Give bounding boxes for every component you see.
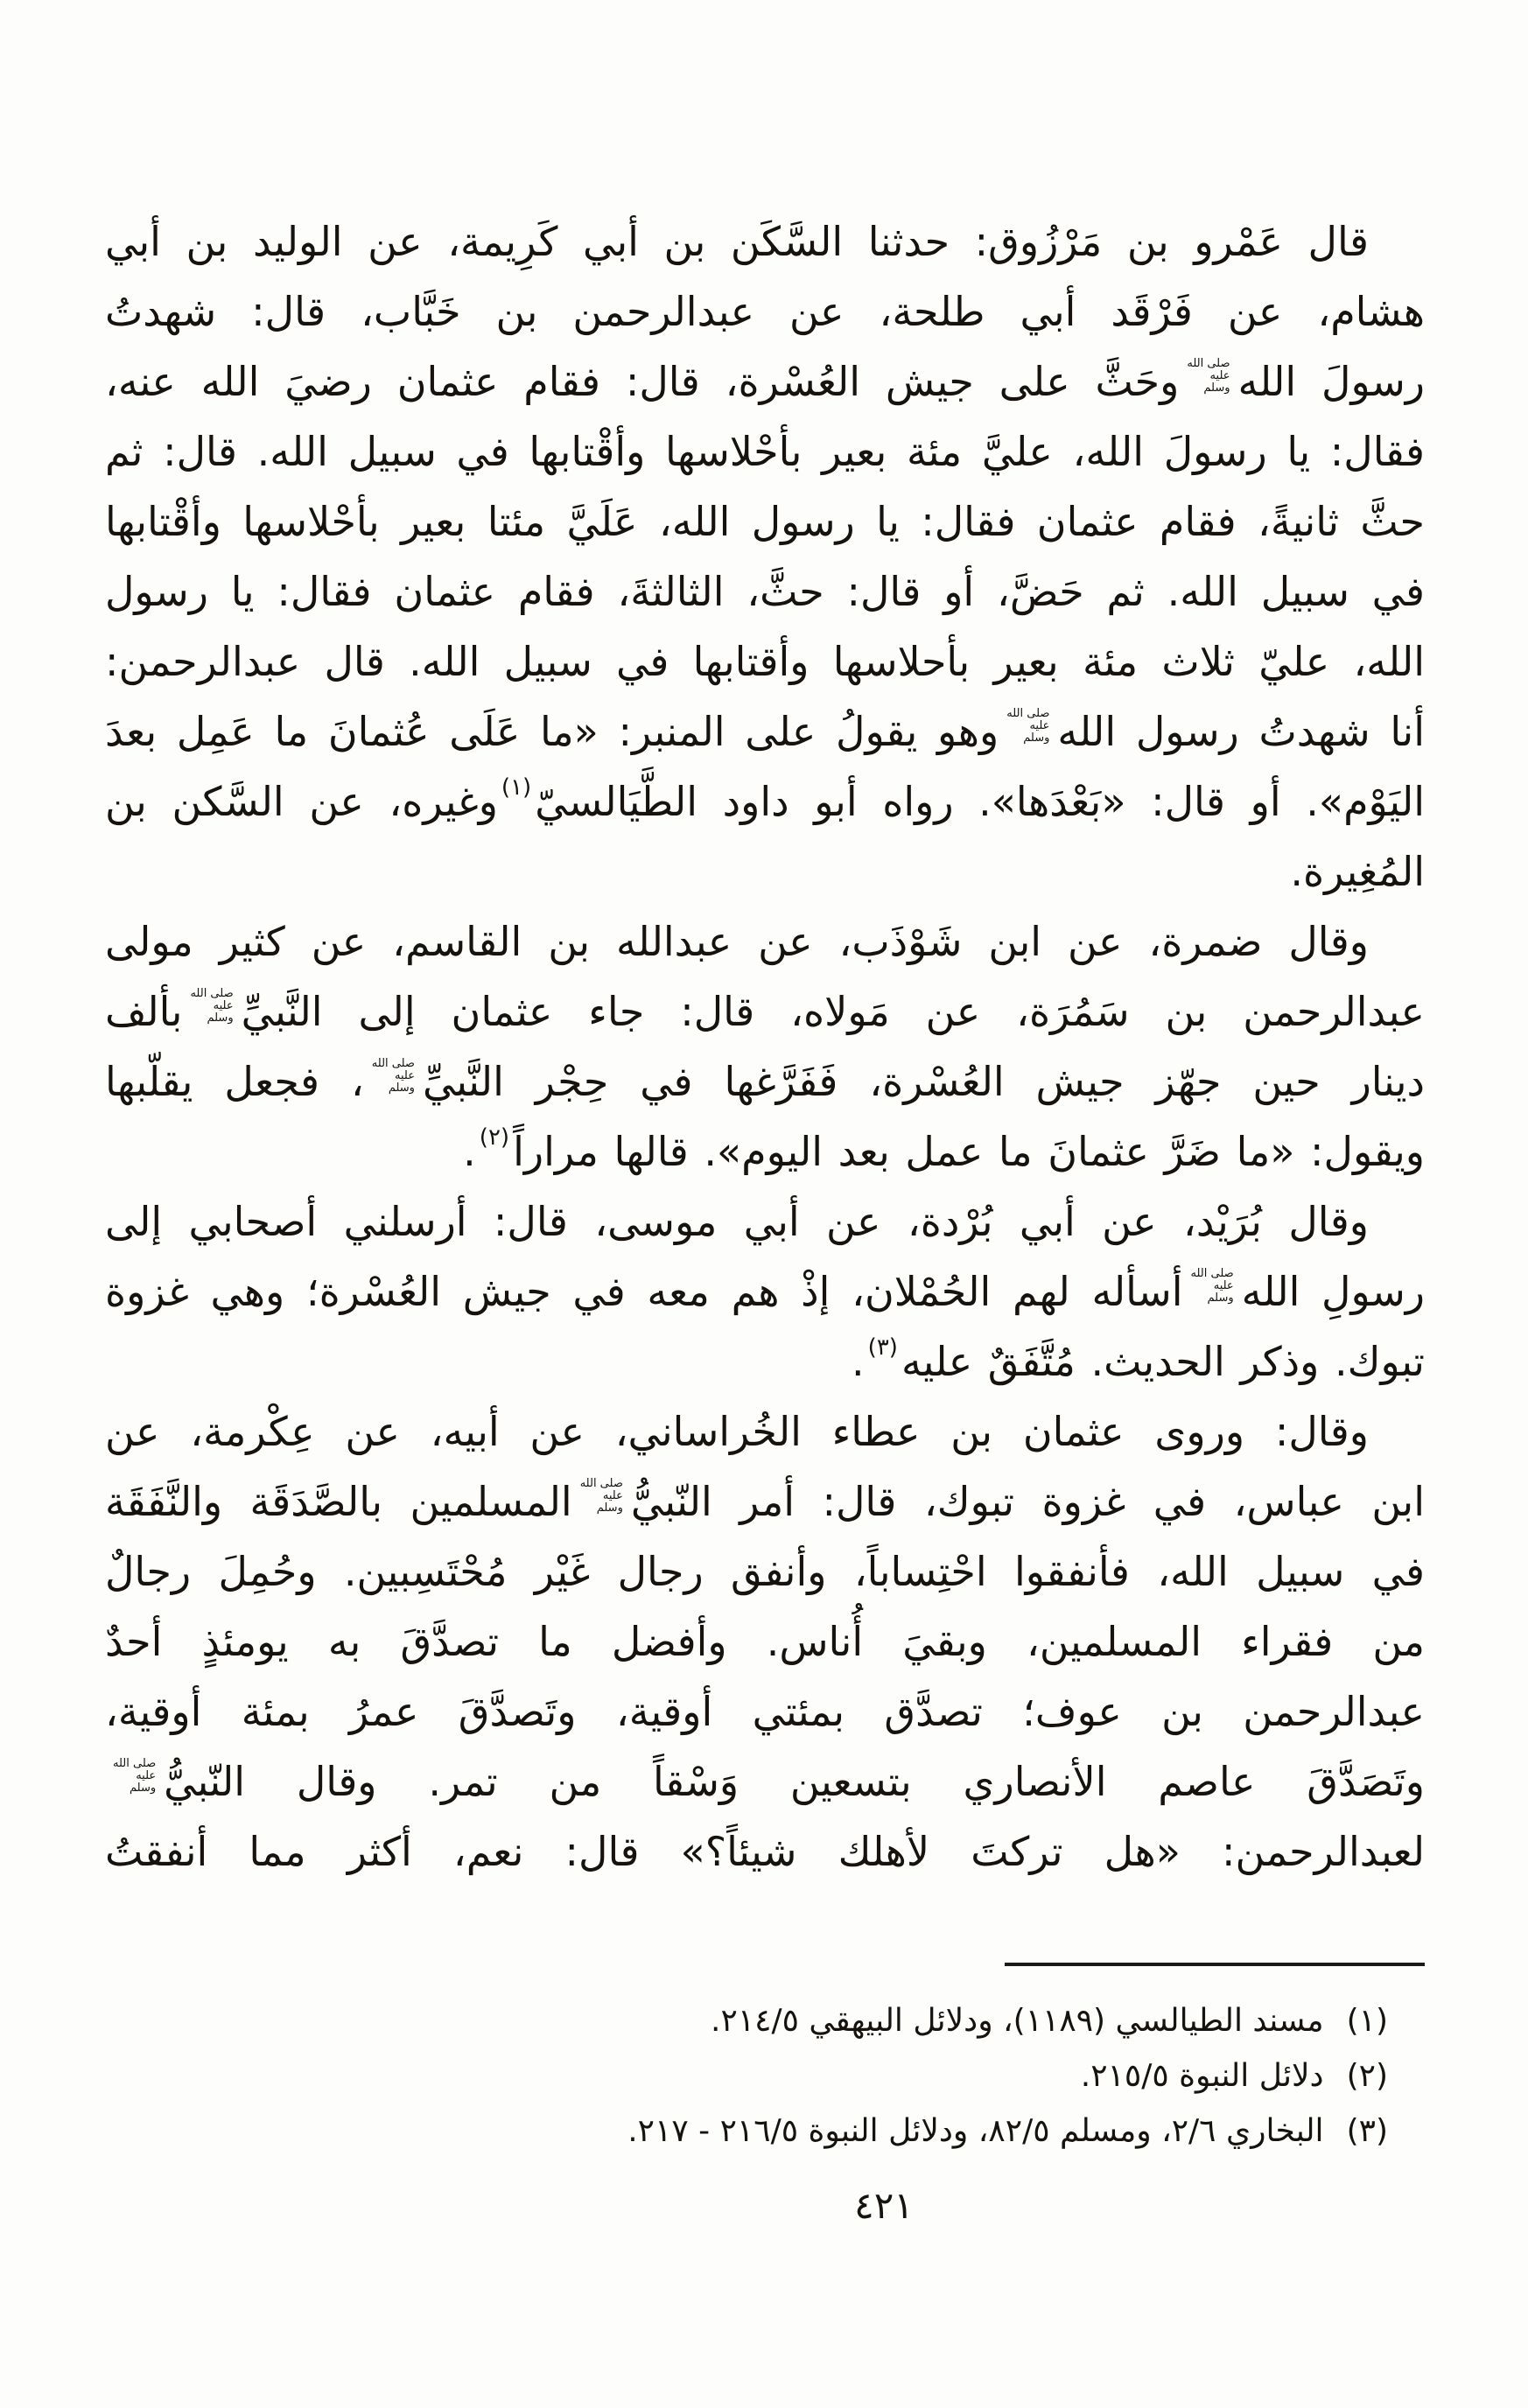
pbuh-part: عليه: [1029, 718, 1050, 732]
footnote-2: [250, 2048, 1388, 2104]
text-line: [105, 416, 1425, 486]
pbuh-part: صلى الله: [1187, 356, 1230, 370]
text-line: [105, 346, 1425, 416]
text-line: [105, 1396, 1425, 1466]
pbuh-ligature: [1006, 708, 1049, 745]
pbuh-part: صلى الله: [190, 986, 234, 1000]
pbuh-ligature: [1191, 1268, 1234, 1305]
text-line: [105, 696, 1425, 766]
line-text: ابن عباس، في غزوة تبوك، قال: أمر النّبيُّ: [630, 1478, 1425, 1525]
text-line: [105, 556, 1425, 626]
line-text: في سبيل الله. ثم حَضَّ، أو قال: حثَّ، الثالثةَ، فقام عثمان فقال: يا رسول: [105, 568, 1425, 615]
text-line: [105, 1116, 1425, 1186]
text-line: [105, 766, 1425, 836]
pbuh-part: عليه: [136, 1768, 157, 1782]
pbuh-part: عليه: [1209, 368, 1230, 382]
footnote-marker: (٢): [1346, 2058, 1388, 2094]
paragraph-3: [105, 1186, 1425, 1396]
text-line: [105, 206, 1425, 276]
pbuh-part: عليه: [213, 998, 234, 1012]
line-text: وقال: وروى عثمان بن عطاء الخُراساني، عن أبيه، عن عِكْرمة، عن: [105, 1408, 1369, 1455]
line-text: رسولِ الله: [1241, 1268, 1425, 1315]
line-text: وتَصَدَّقَ عاصم الأنصاري بتسعين وَسْقاً من تمر. وقال النّبيُّ: [164, 1758, 1425, 1805]
text-line: [105, 626, 1425, 696]
text-line: [105, 1746, 1425, 1816]
text-line: [105, 1186, 1425, 1256]
text-line: [105, 1816, 1425, 1886]
line-text: اليَوْم». أو قال: «بَعْدَها». رواه أبو داود الطَّيَالسيّ: [535, 778, 1425, 825]
pbuh-ligature: [580, 1478, 623, 1515]
line-text: قال عَمْرو بن مَرْزُوق: حدثنا السَّكَن بن أبي كَرِيمة، عن الوليد بن أبي: [105, 218, 1369, 265]
pbuh-part: وسلم: [130, 1781, 157, 1795]
line-text: .: [852, 1338, 865, 1385]
footnote-3: [250, 2104, 1388, 2159]
line-text: رسولَ الله: [1237, 358, 1425, 405]
footnote-marker: (٣): [1346, 2113, 1388, 2149]
pbuh-ligature: [1187, 358, 1230, 395]
line-text: وهو يقولُ على المنبر: «ما عَلَى عُثمانَ ما عَمِل بعدَ: [105, 708, 999, 755]
text-line: [105, 976, 1425, 1046]
line-text: ، فجعل يقلّبها: [105, 1058, 364, 1105]
pbuh-part: صلى الله: [113, 1756, 157, 1770]
line-text: ويقول: «ما ضَرَّ عثمانَ ما عمل بعد اليوم». قالها مراراً: [513, 1128, 1425, 1175]
line-text: في سبيل الله، فأنفقوا احْتِساباً، وأنفق رجال غَيْر مُحْتَسِبين. وحُمِلَ رجالٌ: [105, 1548, 1425, 1595]
pbuh-part: وسلم: [1203, 381, 1230, 395]
paragraph-1: [105, 206, 1425, 906]
text-line: [105, 1676, 1425, 1746]
line-text: حثَّ ثانيةً، فقام عثمان فقال: يا رسول الله، عَلَيَّ مئتا بعير بأحْلاسها وأقْتابها: [105, 498, 1425, 545]
line-text: المسلمين بالصَّدَقَة والنَّفَقَة: [105, 1478, 572, 1525]
footnote-text: البخاري ٢/٦، ومسلم ٨٢/٥، ودلائل النبوة ٢١٦/٥ - ٢١٧.: [627, 2113, 1324, 2149]
pbuh-part: صلى الله: [579, 1476, 623, 1490]
footnote-separator: [1005, 1963, 1425, 1966]
pbuh-part: وسلم: [207, 1011, 234, 1025]
footnote-marker: (١): [1346, 2003, 1388, 2039]
line-text: عبدالرحمن بن عوف؛ تصدَّق بمئتي أوقية، وتَصدَّقَ عمرُ بمئة أوقية،: [105, 1688, 1425, 1735]
pbuh-part: صلى الله: [1190, 1266, 1234, 1280]
line-text: وقال بُرَيْد، عن أبي بُرْدة، عن أبي موسى، قال: أرسلني أصحابي إلى: [105, 1198, 1369, 1245]
pbuh-ligature: [113, 1758, 156, 1795]
pbuh-part: وسلم: [596, 1501, 623, 1515]
text-line: [105, 1536, 1425, 1606]
line-text: وغيره، عن السَّكن بن: [105, 778, 498, 825]
footnote-text: مسند الطيالسي (١١٨٩)، ودلائل البيهقي ٢١٤/٥.: [711, 2003, 1324, 2039]
text-line: [105, 1326, 1425, 1396]
line-text: .: [463, 1128, 476, 1175]
line-text: من فقراء المسلمين، وبقيَ أُناس. وأفضل ما تصدَّقَ به يومئذٍ أحدٌ: [105, 1618, 1425, 1665]
line-text: وقال ضمرة، عن ابن شَوْذَب، عن عبدالله بن القاسم، عن كثير مولى: [105, 918, 1369, 965]
line-text: فقال: يا رسولَ الله، عليَّ مئة بعير بأحْلاسها وأقْتابها في سبيل الله. قال: ثم: [105, 428, 1425, 475]
text-line: [105, 906, 1425, 976]
line-text: المُغِيرة.: [1290, 848, 1425, 895]
footnote-1: [250, 1993, 1388, 2048]
text-line: [105, 486, 1425, 556]
pbuh-part: وسلم: [388, 1081, 415, 1095]
pbuh-part: صلى الله: [371, 1056, 415, 1070]
text-line: [105, 1606, 1425, 1676]
line-text: أنا شهدتُ رسول الله: [1057, 708, 1425, 755]
line-text: دينار حين جهّز جيش العُسْرة، فَفَرَّغها في حِجْر النَّبيِّ: [422, 1058, 1425, 1105]
line-text: هشام، عن فَرْقَد أبي طلحة، عن عبدالرحمن بن خَبَّاب، قال: شهدتُ: [105, 288, 1425, 335]
pbuh-part: صلى الله: [1006, 706, 1050, 720]
footnote-text: دلائل النبوة ٢١٥/٥.: [1080, 2058, 1324, 2094]
line-text: تبوك. وذكر الحديث. مُتَّفَقٌ عليه: [901, 1338, 1425, 1385]
footnotes: [250, 1993, 1388, 2159]
footnote-ref-3: (٣): [867, 1334, 898, 1361]
pbuh-part: وسلم: [1023, 731, 1050, 745]
footnote-ref-2: (٢): [479, 1124, 510, 1151]
line-text: لعبدالرحمن: «هل تركتَ لأهلك شيئاً؟» قال: نعم، أكثر مما أنفقتُ: [105, 1828, 1425, 1875]
text-line: [105, 836, 1425, 906]
line-text: أسأله لهم الحُمْلان، إذْ هم معه في جيش العُسْرة؛ وهي غزوة: [105, 1268, 1183, 1315]
paragraph-4: [105, 1396, 1425, 1886]
text-line: [105, 1256, 1425, 1326]
text-line: [105, 276, 1425, 346]
paragraph-2: [105, 906, 1425, 1186]
pbuh-part: عليه: [1213, 1278, 1234, 1292]
pbuh-part: عليه: [602, 1488, 623, 1502]
line-text: الله، عليّ ثلاث مئة بعير بأحلاسها وأقتابها في سبيل الله. قال عبدالرحمن:: [105, 638, 1425, 685]
line-text: بألف: [105, 988, 183, 1035]
line-text: عبدالرحمن بن سَمُرَة، عن مَولاه، قال: جاء عثمان إلى النَّبيِّ: [241, 988, 1425, 1035]
text-line: [105, 1466, 1425, 1536]
body-text: [105, 206, 1425, 1886]
footnote-ref-1: (١): [501, 774, 532, 801]
page-number: ٤٢١: [854, 2184, 914, 2227]
line-text: وحَثَّ على جيش العُسْرة، قال: فقام عثمان رضيَ الله عنه،: [105, 358, 1180, 405]
text-line: [105, 1046, 1425, 1116]
pbuh-ligature: [372, 1058, 415, 1095]
pbuh-part: وسلم: [1207, 1291, 1234, 1305]
pbuh-part: عليه: [395, 1068, 415, 1082]
pbuh-ligature: [190, 988, 233, 1025]
